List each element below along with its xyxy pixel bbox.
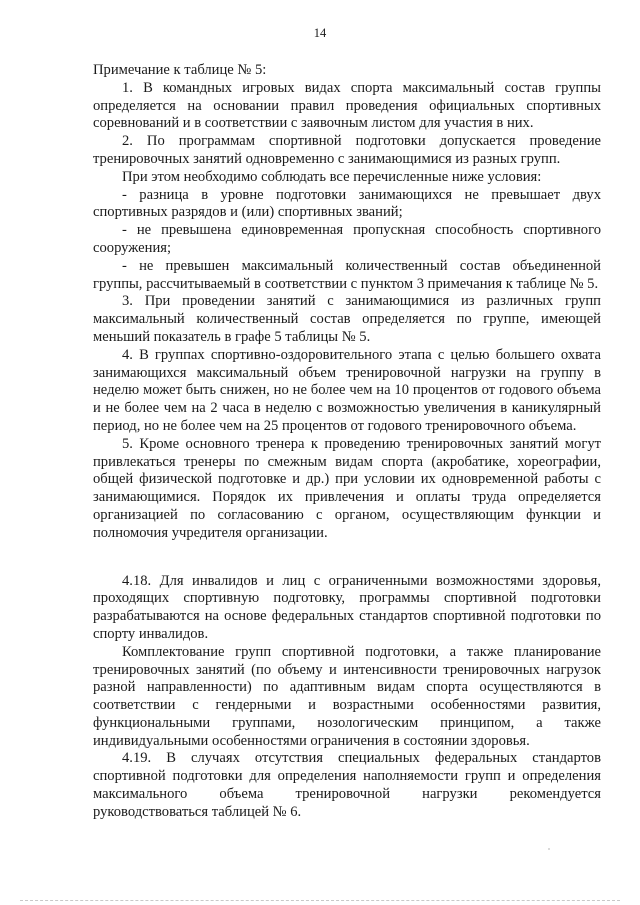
section-4-18-paragraph: Комплектование групп спортивной подготовки, а также планирование тренировочных занятий (по объему и интенсивности тренировочных нагрузок разной направленности) по адаптивным видам спорта осуществляются в соответствии с гендерными и возрастными особенностями развития, функциональными группами, нозологическим принципом, а также индивидуальными особенностями ограничения в состоянии здоровья.	[93, 643, 601, 749]
note-paragraph: 2. По программам спортивной подготовки допускается проведение тренировочных занятий одновременно с занимающимися из разных групп.	[93, 133, 601, 167]
note-paragraph: 4. В группах спортивно-оздоровительного этапа с целью большего охвата занимающихся максимальный объем тренировочной нагрузки на группу в неделю может быть снижен, но не более чем на 10 процентов от годового объема и не более чем на 2 часа в неделю с возможностью увеличения в каникулярный период, но не более чем на 25 процентов от годового тренировочного объема.	[93, 346, 601, 434]
scan-edge-artifact	[20, 900, 620, 902]
section-4-18: 4.18. Для инвалидов и лиц с ограниченными возможностями здоровья, проходящих спортивную подготовку, программы спортивной подготовки разрабатываются на основе федеральных стандартов спортивной подготовки по спорту инвалидов.	[93, 572, 601, 642]
note-condition: - разница в уровне подготовки занимающихся не превышает двух спортивных разрядов и (или) спортивных званий;	[93, 186, 601, 221]
section-gap	[93, 543, 601, 573]
note-paragraph: При этом необходимо соблюдать все перечисленные ниже условия:	[122, 168, 542, 185]
note-paragraph: 1. В командных игровых видах спорта максимальный состав группы определяется на основании правил проведения официальных спортивных соревнований и в соответствии с заявочным листом для участия в них.	[93, 79, 601, 132]
section-4-19: 4.19. В случаях отсутствия специальных федеральных стандартов спортивной подготовки для определения наполняемости групп и определения максимального объема тренировочной нагрузки рекомендуется руководствоваться таблицей № 6.	[93, 750, 601, 820]
document-body	[93, 62, 601, 822]
note-title: Примечание к таблице № 5:	[93, 62, 267, 78]
note-paragraph: 3. При проведении занятий с занимающимися из различных групп максимальный количественный состав определяется по группе, имеющей меньший показатель в графе 5 таблицы № 5.	[93, 293, 601, 345]
note-condition: - не превышен максимальный количественный состав объединенной группы, рассчитываемый в соответствии с пунктом 3 примечания к таблице № 5.	[93, 257, 601, 292]
scan-artifact	[548, 848, 550, 850]
note-paragraph: 5. Кроме основного тренера к проведению тренировочных занятий могут привлекаться тренеры по смежным видам спорта (акробатике, хореографии, общей физической подготовке и др.) при условии их одновременной работы с занимающимися. Порядок их привлечения и оплаты труда определяется организацией по согласованию с органом, осуществляющим функции и полномочия учредителя организации.	[93, 435, 601, 541]
page-number: 14	[313, 26, 327, 40]
note-condition: - не превышена единовременная пропускная способность спортивного сооружения;	[93, 222, 601, 256]
